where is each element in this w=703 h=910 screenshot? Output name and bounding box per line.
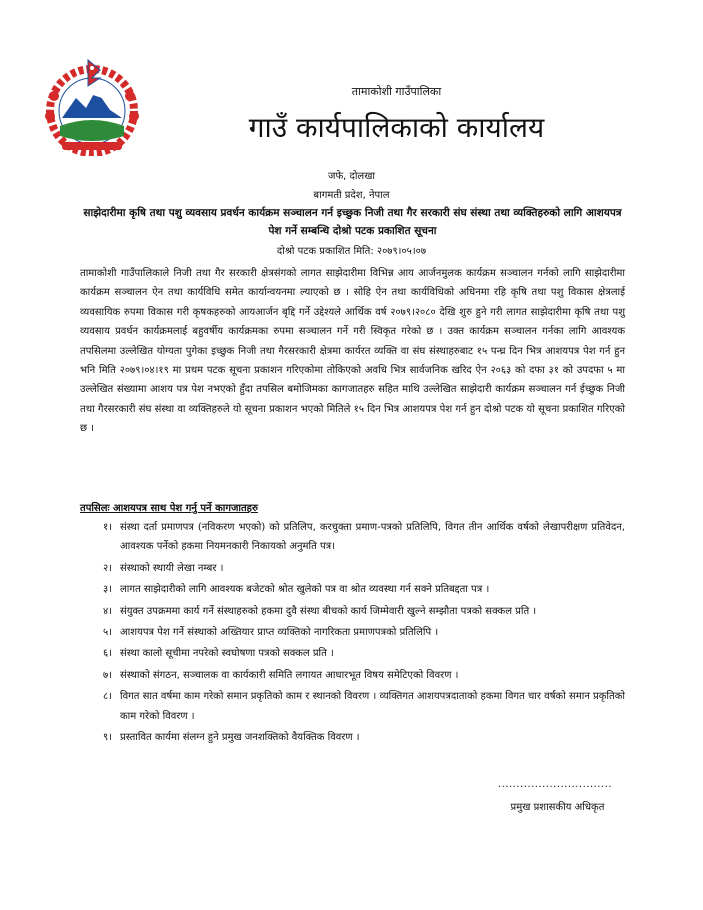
signature-line: ............................... — [497, 779, 613, 790]
list-item — [80, 518, 625, 557]
requirements-heading: तपसिलः आशयपत्र साथ पेश गर्नु पर्ने कागजातहरु — [80, 503, 258, 514]
list-item-text: संस्था कालो सूचीमा नपरेको स्वघोषणा पत्रको सक्कल प्रति । — [120, 648, 334, 660]
address-line-1: जफे, दोलखा — [328, 171, 375, 182]
publish-date: दोश्रो पटक प्रकाशित मिति: २०७९।०५।०७ — [276, 246, 427, 257]
list-item-text: लागत साझेदारीको लागि आवश्यक बजेटको श्रोत खुलेको पत्र वा श्रोत व्यवस्था गर्न सक्ने प्रतिबद्दता पत्र । — [120, 584, 490, 596]
list-item — [80, 687, 625, 726]
list-item-text: संस्थाको स्थायी लेखा नम्बर । — [120, 562, 224, 574]
list-item-number: ३। — [103, 584, 112, 596]
list-item — [80, 728, 625, 747]
list-item-number: ६। — [103, 648, 112, 660]
address-line-2: बागमती प्रदेश, नेपाल — [313, 190, 390, 201]
list-item — [80, 623, 625, 642]
list-item-number: २। — [103, 562, 112, 574]
list-item — [80, 559, 625, 578]
office-title: गाउँ कार्यपालिकाको कार्यालय — [248, 111, 545, 144]
list-item-number: ९। — [103, 732, 112, 744]
list-item — [80, 666, 625, 685]
notice-subject: साझेदारीमा कृषि तथा पशु व्यवसाय प्रवर्धन कार्यक्रम सञ्चालन गर्न इच्छुक निजी तथा गैर सरकारी संघ संस्था तथा व्यक्तिहरुको लागि आशयपत्र पेश गर्ने सम्बन्धि दोश्रो पटक प्रकाशित सूचना — [83, 207, 622, 237]
list-item-text: आशयपत्र पेश गर्ने संस्थाको अख्तियार प्राप्त व्यक्तिको नागरिकता प्रमाणपत्रको प्रतिलिपि । — [120, 627, 439, 639]
signature-designation: प्रमुख प्रशासकीय अधिकृत — [510, 802, 605, 813]
requirements-list — [80, 518, 625, 749]
list-item-number: ७। — [103, 669, 112, 681]
list-item-number: ८। — [103, 691, 112, 703]
list-item-text: संयुक्त उपक्रममा कार्य गर्ने संस्थाहरुको हकमा दुवै संस्था बीचको कार्य जिम्मेवारी खुल्ने सम्झौता पत्रको सक्कल प्रति । — [120, 605, 537, 617]
list-item-text: विगत सात वर्षमा काम गरेको समान प्रकृतिको काम र स्थानको विवरण । व्यक्तिगत आशयपत्रदाताको हकमा विगत चार वर्षको समान प्रकृतिको काम गरेको विवरण । — [120, 691, 625, 722]
list-item-number: १। — [103, 522, 112, 533]
notice-body: तामाकोशी गाउँपालिकाले निजी तथा गैर सरकारी क्षेत्रसंगको लागत साझेदारीमा विभिन्न आय आर्जनमुलक कार्यक्रम सञ्चालन गर्नको लागि साझेदारीमा कार्यक्रम सञ्चालन ऐन तथा कार्यविधि समेत कार्यान्वयनमा ल्याएको छ । सोहि ऐन तथा कार्यविधिको अधिनमा रहि कृषि तथा पशु विकास क्षेत्रलाई व्यवसायिक रुपमा विकास गरी कृषकहरुको आयआर्जन बृद्दि गर्ने उद्देश्यले आर्थिक वर्ष २०७९।२०८० देखि शुरु हुने गरी लागत साझेदारीमा कृषि तथा पशु व्यवसाय प्रवर्धन कार्यक्रमलाई बहुवर्षीय कार्यक्रमका रुपमा सञ्चालन गर्ने गरी स्विकृत गरेको छ । उक्त कार्यक्रम सञ्चालन गर्नका लागि आवश्यक तपसिलमा उल्लेखित योग्यता पुगेका इच्छुक निजी तथा गैरसरकारी क्षेत्रमा कार्यरत व्यक्ति वा संघ संस्थाहरुबाट १५ पन्ध्र दिन भित्र आशयपत्र पेश गर्न हुन भनि मिति २०७९।०४।१९ मा प्रथम पटक सूचना प्रकाशन गरिएकोमा तोकिएको अवधि भित्र सार्वजनिक खरिद ऐन २०६३ को दफा ३१ को उपदफा ५ मा उल्लेखित संख्यामा आशय पत्र पेश नभएको हुँदा तपसिल बमोजिमका कागजातहरु सहित माथि उल्लेखित साझेदारी कार्यक्रम सञ्चालन गर्न ईच्छुक निजी तथा गैरसरकारी संघ संस्था वा व्यक्तिहरुले यो सूचना प्रकाशन भएको मितिले १५ दिन भित्र आशयपत्र पेश गर्न हुन दोश्रो पटक यो सूचना प्रकाशित गरिएको छ । — [80, 268, 625, 435]
list-item — [80, 644, 625, 663]
list-item — [80, 580, 625, 599]
list-item-number: ४। — [103, 605, 112, 617]
list-item-text: संस्था दर्ता प्रमाणपत्र (नविकरण भएको) को प्रतिलिप, करचुक्ता प्रमाण-पत्रको प्रतिलिपि, विगत तीन आर्थिक वर्षको लेखापरीक्षण प्रतिवेदन, आवश्यक पर्नेको हकमा नियमनकारी निकायको अनुमति पत्र। — [120, 522, 625, 553]
list-item-text: संस्थाको संगठन, सञ्चालक वा कार्यकारी समिति लगायत आधारभूत विषय समेटिएको विवरण । — [120, 669, 459, 681]
office-name: तामाकोशी गाउँपालिका — [351, 85, 442, 98]
list-item-number: ५। — [103, 627, 112, 639]
list-item-text: प्रस्तावित कार्यमा संलग्न हुने प्रमुख जनशक्तिको वैयक्तिक विवरण । — [120, 732, 360, 744]
list-item — [80, 602, 625, 621]
